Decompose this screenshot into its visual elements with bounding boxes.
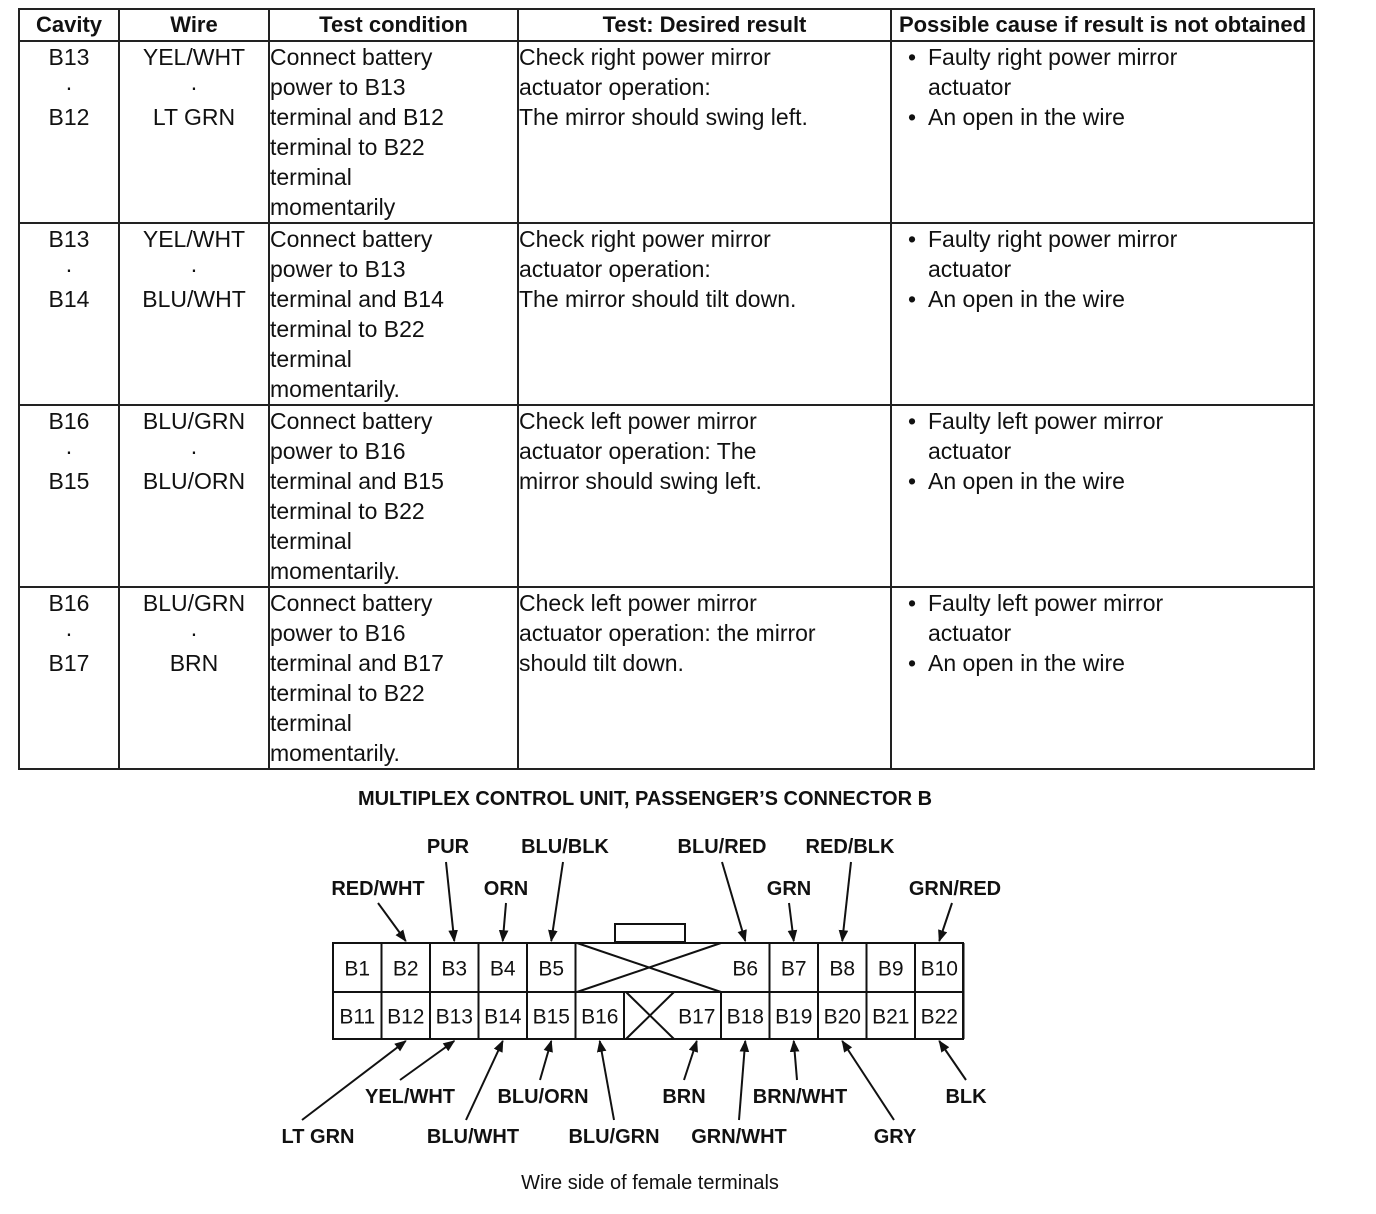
wire-line: BRN (169, 650, 219, 676)
header-wire: Wire (119, 9, 269, 41)
terminal-label-b11: B11 (339, 1005, 376, 1029)
terminal-label-b4: B4 (489, 957, 516, 981)
wire-arrow (939, 1041, 966, 1080)
cavity-line: · (65, 438, 73, 464)
wire-color-label: LT GRN (281, 1126, 355, 1148)
cavity-line: · (65, 620, 73, 646)
terminal-label-b1: B1 (344, 957, 371, 981)
terminal-label-b14: B14 (484, 1005, 522, 1029)
wire-color-label: PUR (426, 836, 470, 858)
wire-color-label: BLU/GRN (568, 1126, 660, 1148)
wire-arrow (551, 862, 563, 941)
wire-arrow (842, 862, 851, 941)
cavity-line: B17 (48, 650, 90, 676)
condition-line: terminal (270, 164, 352, 190)
cavity-line: B13 (48, 226, 90, 252)
wire-color-label: BRN/WHT (752, 1086, 848, 1108)
result-line: The mirror should tilt down. (519, 286, 797, 312)
condition-line: terminal to B22 (270, 316, 425, 342)
wire-color-label: BLU/BLK (521, 836, 609, 858)
condition-line: power to B16 (270, 620, 406, 646)
wire-color-label: GRN/WHT (691, 1126, 787, 1148)
cause-line: • Faulty right power mirror (928, 226, 1178, 252)
connector-title: MULTIPLEX CONTROL UNIT, PASSENGER’S CONNECTOR B (357, 788, 933, 810)
cause-line: actuator (928, 438, 1012, 464)
wire-arrow (302, 1041, 406, 1120)
wire-arrow (842, 1041, 894, 1120)
result-line: Check left power mirror (519, 590, 757, 616)
wire-arrow (540, 1041, 551, 1080)
condition-line: terminal and B14 (270, 286, 444, 312)
wire-color-label: GRY (873, 1126, 917, 1148)
cavity-line: B15 (48, 468, 90, 494)
wire-line: · (190, 74, 198, 100)
wire-color-label: BLU/RED (677, 836, 767, 858)
condition-line: Connect battery (270, 408, 433, 434)
condition-line: terminal (270, 528, 352, 554)
connector-latch (615, 924, 685, 942)
condition-line: terminal and B17 (270, 650, 444, 676)
cause-line: actuator (928, 74, 1012, 100)
result-line: should tilt down. (519, 650, 684, 676)
terminal-label-b17: B17 (678, 1005, 716, 1029)
result-line: actuator operation: (519, 256, 711, 282)
wire-arrow (939, 903, 952, 941)
wire-color-label: YEL/WHT (365, 1086, 455, 1108)
wire-arrow (466, 1041, 503, 1120)
connector-caption: Wire side of female terminals (521, 1172, 779, 1194)
condition-line: Connect battery (270, 44, 433, 70)
condition-line: terminal to B22 (270, 498, 425, 524)
wire-line: LT GRN (152, 104, 236, 130)
wire-line: BLU/GRN (142, 590, 246, 616)
wire-color-label: BRN (662, 1086, 706, 1108)
cause-line: • Faulty left power mirror (928, 590, 1164, 616)
terminal-label-b5: B5 (538, 957, 565, 981)
wire-arrow (739, 1041, 745, 1120)
cause-line: • Faulty left power mirror (928, 408, 1164, 434)
cause-line: • An open in the wire (928, 650, 1125, 676)
terminal-label-b8: B8 (829, 957, 856, 981)
wire-arrow (794, 1041, 797, 1080)
wire-color-label: BLK (945, 1086, 987, 1108)
terminal-label-b2: B2 (392, 957, 419, 981)
cavity-line: · (65, 74, 73, 100)
wire-color-label: RED/BLK (805, 836, 895, 858)
wire-line: BLU/GRN (142, 408, 246, 434)
wire-line: BLU/ORN (142, 468, 246, 494)
condition-line: momentarily. (270, 740, 400, 766)
terminal-label-b19: B19 (775, 1005, 813, 1029)
terminal-label-b9: B9 (877, 957, 904, 981)
condition-line: terminal to B22 (270, 134, 425, 160)
cavity-line: B13 (48, 44, 90, 70)
condition-line: momentarily. (270, 376, 400, 402)
terminal-label-b22: B22 (920, 1005, 958, 1029)
wire-color-label: BLU/WHT (426, 1126, 520, 1148)
header-possible-cause: Possible cause if result is not obtained (891, 9, 1314, 41)
result-line: The mirror should swing left. (519, 104, 808, 130)
condition-line: Connect battery (270, 226, 433, 252)
cause-line: actuator (928, 620, 1012, 646)
terminal-label-b3: B3 (441, 957, 468, 981)
terminal-label-b7: B7 (780, 957, 807, 981)
condition-line: terminal and B15 (270, 468, 444, 494)
wire-line: · (190, 256, 198, 282)
terminal-label-b15: B15 (532, 1005, 570, 1029)
cavity-line: B16 (48, 590, 90, 616)
wire-arrow (503, 903, 506, 941)
header-test-condition: Test condition (269, 9, 518, 41)
wire-line: BLU/WHT (142, 286, 246, 312)
cause-line: • An open in the wire (928, 104, 1125, 130)
wire-arrow (600, 1041, 614, 1120)
terminal-label-b13: B13 (435, 1005, 473, 1029)
cause-line: • Faulty right power mirror (928, 44, 1178, 70)
result-line: Check right power mirror (519, 226, 771, 252)
condition-line: momentarily (270, 194, 396, 220)
result-line: actuator operation: (519, 74, 711, 100)
result-line: Check right power mirror (519, 44, 771, 70)
condition-line: terminal and B12 (270, 104, 444, 130)
cavity-line: B12 (48, 104, 90, 130)
cause-line: • An open in the wire (928, 286, 1125, 312)
wire-color-label: GRN/RED (908, 878, 1002, 900)
wire-line: · (190, 620, 198, 646)
wire-arrow (722, 862, 745, 941)
cavity-line: B14 (48, 286, 90, 312)
condition-line: Connect battery (270, 590, 433, 616)
condition-line: terminal to B22 (270, 680, 425, 706)
header-desired-result: Test: Desired result (518, 9, 891, 41)
wire-color-label: BLU/ORN (497, 1086, 589, 1108)
terminal-label-b16: B16 (581, 1005, 619, 1029)
condition-line: power to B13 (270, 74, 406, 100)
terminal-label-b20: B20 (823, 1005, 861, 1029)
result-line: actuator operation: The (519, 438, 757, 464)
condition-line: terminal (270, 710, 352, 736)
cavity-line: · (65, 256, 73, 282)
wire-arrow (378, 903, 406, 941)
terminal-label-b21: B21 (872, 1005, 910, 1029)
wire-line: · (190, 438, 198, 464)
terminal-label-b12: B12 (387, 1005, 425, 1029)
result-line: actuator operation: the mirror (519, 620, 816, 646)
condition-line: power to B13 (270, 256, 406, 282)
wire-arrow (446, 862, 454, 941)
cause-line: actuator (928, 256, 1012, 282)
wire-color-label: GRN (766, 878, 812, 900)
condition-line: terminal (270, 346, 352, 372)
terminal-label-b10: B10 (920, 957, 958, 981)
wire-color-label: ORN (483, 878, 529, 900)
condition-line: momentarily. (270, 558, 400, 584)
cavity-line: B16 (48, 408, 90, 434)
result-line: Check left power mirror (519, 408, 757, 434)
terminal-label-b18: B18 (726, 1005, 764, 1029)
condition-line: power to B16 (270, 438, 406, 464)
wire-arrow (789, 903, 794, 941)
header-cavity: Cavity (19, 9, 119, 41)
wire-line: YEL/WHT (142, 226, 246, 252)
wire-arrow (400, 1041, 454, 1080)
wire-color-label: RED/WHT (331, 878, 425, 900)
wire-arrow (684, 1041, 697, 1080)
terminal-label-b6: B6 (732, 957, 759, 981)
result-line: mirror should swing left. (519, 468, 762, 494)
cause-line: • An open in the wire (928, 468, 1125, 494)
wire-line: YEL/WHT (142, 44, 246, 70)
